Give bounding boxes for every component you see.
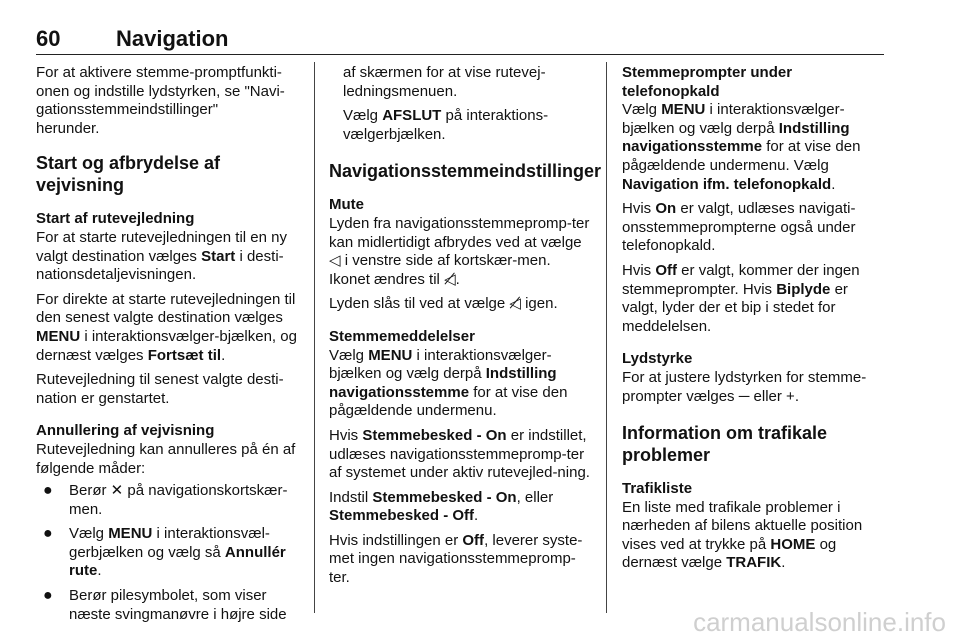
paragraph-voice-set: Indstil Stemmebesked - On, eller Stemmebesked - Off.: [329, 488, 554, 525]
paragraph-phone-off: Hvis Off er valgt, kommer der ingen stemmeprompter. Hvis Biplyde er valgt, lyder der et bip i stedet for meddelelsen.: [622, 261, 860, 335]
heading-start-stop: Start og afbrydelse af vejvisning: [36, 153, 221, 196]
watermark: carmanualsonline.info: [693, 607, 946, 637]
paragraph-phone-on: Hvis On er valgt, udlæses navigati-onsstemmeprompterne også under telefonopkald.: [622, 200, 856, 255]
heading-voice-settings: Navigationsstemmeindstillinger: [329, 161, 602, 182]
heading-traffic-info: Information om trafikale problemer: [622, 423, 828, 466]
page-header: [36, 26, 884, 56]
paragraph-voice-off: Hvis indstillingen er Off, leverer syste-met ingen navigationsstemmepromp-ter.: [329, 531, 583, 587]
list-item: ● Vælg MENU i interaktionsvæl-gerbjælken og vælg så Annullér rute.: [43, 525, 286, 580]
paragraph-mute: Lyden fra navigationsstemmepromp-ter kan midlertidigt afbrydes ved at vælge ◁ i venstre side af kortskær-men. Ikonet ændres til ◁̸.: [329, 214, 590, 288]
speaker-muted-icon: ◁̸: [509, 295, 521, 313]
header-rule: [36, 54, 884, 55]
bullet-icon: ●: [43, 587, 53, 605]
column-1: [36, 64, 302, 630]
subheading-voice-messages: Stemmemeddelelser: [329, 327, 475, 345]
subheading-traffic-list: Trafikliste: [622, 480, 693, 498]
paragraph-phone-prompts: Vælg MENU i interaktionsvælger-bjælken og vælg derpå Indstilling navigationsstemme for at vise den pågældende undermenu. Vælg Navigation ifm. telefonopkald.: [622, 101, 861, 193]
page-title: Navigation: [116, 26, 229, 51]
paragraph-voice-on: Hvis Stemmebesked - On er indstillet, udlæses navigationsstemmepromp-ter af systemet under aktiv rutevejled-ning.: [329, 426, 590, 482]
speaker-icon: ◁: [329, 252, 341, 270]
column-divider-1: [314, 62, 315, 613]
paragraph-route-menu: af skærmen for at vise rutevej-ledningsmenuen.: [343, 64, 546, 100]
subheading-cancel-route: Annullering af vejvisning: [36, 422, 215, 440]
minus-icon: ─: [738, 387, 750, 405]
subheading-mute: Mute: [329, 196, 364, 214]
bullet-icon: ●: [43, 482, 53, 500]
paragraph-voice-messages: Vælg MENU i interaktionsvælger-bjælken og vælg derpå Indstilling navigationsstemme for at vise den pågældende undermenu.: [329, 346, 568, 420]
subheading-phone-prompts: Stemmeprompter under telefonopkald: [622, 64, 793, 100]
paragraph-volume: For at justere lydstyrken for stemme-prompter vælges ─ eller +.: [622, 368, 867, 405]
paragraph-restarted: Rutevejledning til senest valgte desti-nation er genstartet.: [36, 371, 284, 407]
paragraph-traffic-list: En liste med trafikale problemer i nærheden af bilens aktuelle position vises ved at trykke på HOME og dernæst vælge TRAFIK.: [622, 498, 863, 572]
list-item: ● Berør pilesymbolet, som viser næste svingmanøvre i højre side: [43, 587, 287, 623]
bullet-icon: ●: [43, 525, 53, 543]
paragraph-start: For at starte rutevejledningen til en ny valgt destination vælges Start i desti-nationsdetaljevisningen.: [36, 228, 287, 284]
paragraph-unmute: Lyden slås til ved at vælge ◁̸ igen.: [329, 295, 558, 313]
column-3: [622, 64, 884, 579]
list-item: ● Berør ✕ på navigationskortskær-men.: [43, 482, 288, 518]
paragraph-exit: Vælg AFSLUT på interaktions-vælgerbjælken.: [343, 107, 549, 143]
close-icon: ✕: [110, 482, 124, 500]
column-divider-2: [606, 62, 607, 613]
plus-icon: +: [786, 387, 795, 405]
cancel-options-list: [36, 482, 302, 624]
subheading-volume: Lydstyrke: [622, 350, 693, 368]
paragraph-continue: For direkte at starte rutevejledningen til den senest valgte destination vælges MENU i interaktionsvælger-bjælken, og dernæst vælges Fortsæt til.: [36, 290, 297, 364]
speaker-muted-icon: ◁̸: [444, 270, 456, 288]
intro-paragraph: For at aktivere stemme-promptfunkti- onen og indstille lydstyrken, se "Navi- gationsstemmeindstillinger" herunder.: [36, 64, 285, 137]
column-2: [329, 64, 602, 594]
paragraph-cancel: Rutevejledning kan annulleres på én af følgende måder:: [36, 440, 296, 477]
subheading-start-route: Start af rutevejledning: [36, 210, 195, 228]
page-number: 60: [36, 26, 61, 51]
